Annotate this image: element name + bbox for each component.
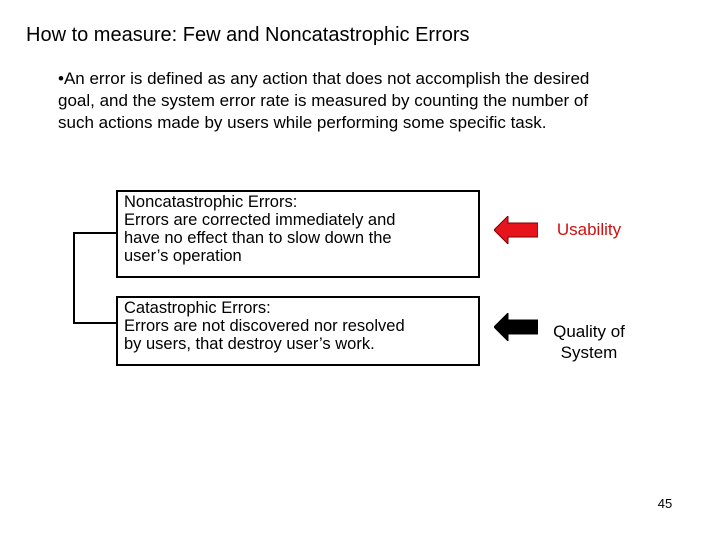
definition-bullet xyxy=(58,68,694,134)
left-arrow-icon xyxy=(494,216,538,244)
usability-label: Usability xyxy=(556,220,622,239)
noncatastrophic-errors-box: Noncatastrophic Errors: Errors are corrected immediately and have no effect than to slow down the user’s operation xyxy=(116,190,480,278)
page-number: 45 xyxy=(657,496,673,511)
usability-arrow-shape xyxy=(494,216,538,244)
left-arrow-icon xyxy=(494,313,538,341)
bracket-connector xyxy=(73,232,116,324)
quality-of-system-label: Quality of System xyxy=(553,322,625,362)
catastrophic-errors-box: Catastrophic Errors: Errors are not discovered nor resolved by users, that destroy user’s work. xyxy=(116,296,480,366)
slide-title: How to measure: Few and Noncatastrophic Errors xyxy=(26,24,470,46)
bullet-marker: • xyxy=(58,69,64,88)
quality-arrow-shape xyxy=(494,313,538,341)
bullet-text: An error is defined as any action that does not accomplish the desired goal, and the system error rate is measured by counting the number of such actions made by users while performing some specific task. xyxy=(58,69,590,132)
